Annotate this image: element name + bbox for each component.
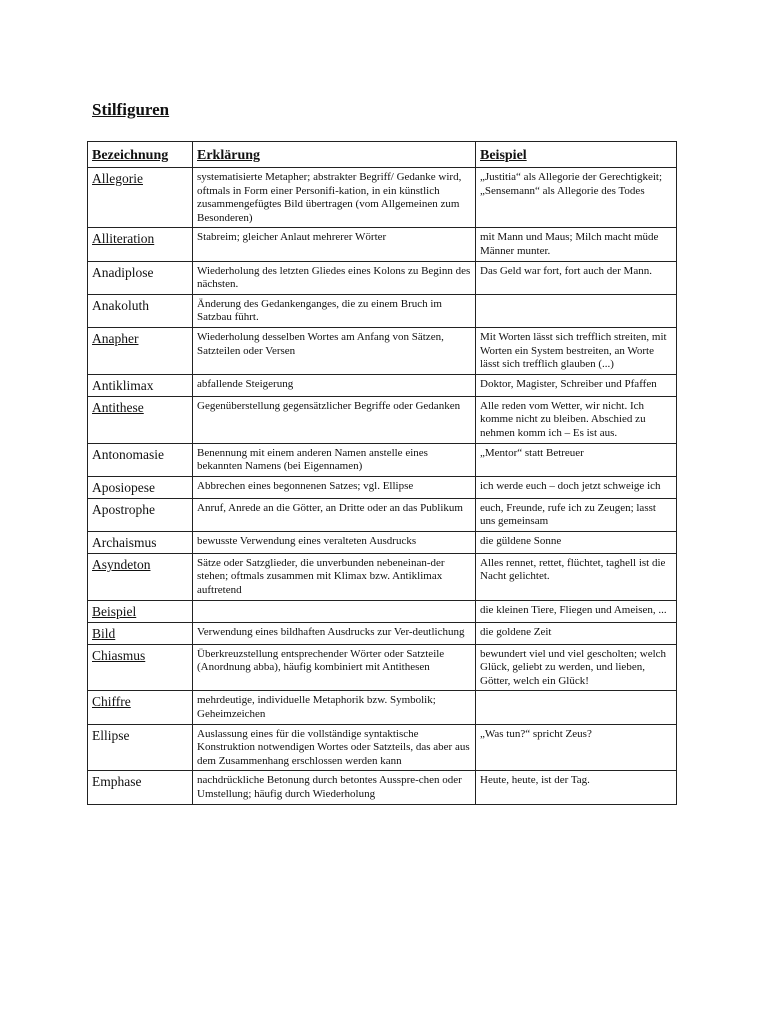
example-cell — [476, 691, 677, 724]
table-row — [88, 553, 677, 600]
term-label: Apostrophe — [92, 501, 155, 517]
explanation-cell: Wiederholung desselben Wortes am Anfang von Sätzen, Satzteilen oder Versen — [193, 327, 476, 374]
term-cell — [88, 374, 193, 396]
stilfiguren-table — [87, 141, 677, 805]
example-cell: die kleinen Tiere, Fliegen und Ameisen, ... — [476, 600, 677, 622]
table-row — [88, 261, 677, 294]
term-cell — [88, 622, 193, 644]
explanation-cell: bewusste Verwendung eines veralteten Ausdrucks — [193, 531, 476, 553]
table-row — [88, 374, 677, 396]
term-label: Beispiel — [92, 603, 137, 619]
table-row — [88, 771, 677, 804]
term-label: Archaismus — [92, 534, 157, 550]
header-beispiel: Beispiel — [476, 142, 677, 168]
example-cell: Das Geld war fort, fort auch der Mann. — [476, 261, 677, 294]
term-label: Allegorie — [92, 171, 143, 186]
table-row — [88, 476, 677, 498]
table-row — [88, 531, 677, 553]
explanation-cell: Auslassung eines für die vollständige syntaktische Konstruktion notwendigen Wortes oder Satzteils, das aber aus dem Zusammenhang erschlossen werden kann — [193, 724, 476, 771]
term-cell — [88, 168, 193, 228]
term-label: Aposiopese — [92, 479, 155, 495]
table-row — [88, 644, 677, 691]
term-cell — [88, 396, 193, 443]
term-cell — [88, 443, 193, 476]
explanation-cell: Benennung mit einem anderen Namen anstelle eines bekannten Namens (bei Eigennamen) — [193, 443, 476, 476]
term-label: Anakoluth — [92, 297, 149, 313]
table-row — [88, 327, 677, 374]
example-cell: „Was tun?“ spricht Zeus? — [476, 724, 677, 771]
explanation-cell: nachdrückliche Betonung durch betontes Ausspre-chen oder Umstellung; häufig durch Wiederholung — [193, 771, 476, 804]
term-label: Chiffre — [92, 694, 131, 710]
term-cell — [88, 771, 193, 804]
table-row — [88, 228, 677, 261]
example-cell: Alle reden vom Wetter, wir nicht. Ich komme nicht zu bleiben. Abschied zu nehmen komm ich – Es ist aus. — [476, 396, 677, 443]
explanation-cell — [193, 600, 476, 622]
term-cell — [88, 261, 193, 294]
page-title: Stilfiguren — [92, 100, 170, 119]
example-cell: bewundert viel und viel gescholten; welch Glück, geliebt zu werden, und lieben, Götter, welch ein Glück! — [476, 644, 677, 691]
table-header-row — [88, 142, 677, 168]
example-cell: euch, Freunde, rufe ich zu Zeugen; lasst uns gemeinsam — [476, 498, 677, 531]
example-cell: die güldene Sonne — [476, 531, 677, 553]
explanation-cell: systematisierte Metapher; abstrakter Begriff/ Gedanke wird, oftmals in Form einer Personifi-kation, in ein künstlich zusammengefügtes Bild übertragen (vom Allgemeinen zum Besonderen) — [193, 168, 476, 228]
example-cell — [476, 294, 677, 327]
term-cell — [88, 294, 193, 327]
header-erklaerung: Erklärung — [193, 142, 476, 168]
table-row — [88, 498, 677, 531]
term-label: Alliteration — [92, 231, 155, 247]
table-row — [88, 691, 677, 724]
explanation-cell: Wiederholung des letzten Gliedes eines Kolons zu Beginn des nächsten. — [193, 261, 476, 294]
explanation-cell: Stabreim; gleicher Anlaut mehrerer Wörter — [193, 228, 476, 261]
example-cell: Alles rennet, rettet, flüchtet, taghell ist die Nacht gelichtet. — [476, 553, 677, 600]
term-cell — [88, 228, 193, 261]
explanation-cell: Sätze oder Satzglieder, die unverbunden nebeneinan-der stehen; oftmals zusammen mit Klimax bzw. Antiklimax auftretend — [193, 553, 476, 600]
example-cell: „Mentor“ statt Betreuer — [476, 443, 677, 476]
term-label: Asyndeton — [92, 556, 151, 572]
term-cell — [88, 498, 193, 531]
term-label: Chiasmus — [92, 647, 146, 663]
table-row — [88, 294, 677, 327]
table-row — [88, 622, 677, 644]
term-cell — [88, 600, 193, 622]
explanation-cell: Überkreuzstellung entsprechender Wörter oder Satzteile (Anordnung abba), häufig kombiniert mit Antithesen — [193, 644, 476, 691]
term-cell — [88, 691, 193, 724]
example-cell: „Justitia“ als Allegorie der Gerechtigkeit; „Sensemann“ als Allegorie des Todes — [476, 168, 677, 228]
term-cell — [88, 644, 193, 691]
explanation-cell: abfallende Steigerung — [193, 374, 476, 396]
explanation-cell: mehrdeutige, individuelle Metaphorik bzw. Symbolik; Geheimzeichen — [193, 691, 476, 724]
term-label: Bild — [92, 625, 116, 641]
table-row — [88, 396, 677, 443]
example-cell: die goldene Zeit — [476, 622, 677, 644]
table-row — [88, 724, 677, 771]
term-cell — [88, 724, 193, 771]
term-label: Ellipse — [92, 727, 130, 743]
header-bezeichnung: Bezeichnung — [88, 142, 193, 168]
explanation-cell: Gegenüberstellung gegensätzlicher Begriffe oder Gedanken — [193, 396, 476, 443]
example-cell: Mit Worten lässt sich trefflich streiten, mit Worten ein System bestreiten, an Worte lässt sich trefflich glauben (...) — [476, 327, 677, 374]
term-label: Antonomasie — [92, 446, 164, 462]
term-label: Anapher — [92, 330, 139, 346]
term-cell — [88, 553, 193, 600]
table-row — [88, 443, 677, 476]
explanation-cell: Verwendung eines bildhaften Ausdrucks zur Ver-deutlichung — [193, 622, 476, 644]
example-cell: mit Mann und Maus; Milch macht müde Männer munter. — [476, 228, 677, 261]
example-cell: Doktor, Magister, Schreiber und Pfaffen — [476, 374, 677, 396]
term-label: Emphase — [92, 774, 142, 790]
table-row — [88, 168, 677, 228]
table-body — [88, 168, 677, 805]
term-cell — [88, 327, 193, 374]
explanation-cell: Anruf, Anrede an die Götter, an Dritte oder an das Publikum — [193, 498, 476, 531]
term-label: Antiklimax — [92, 377, 154, 393]
explanation-cell: Abbrechen eines begonnenen Satzes; vgl. Ellipse — [193, 476, 476, 498]
term-label: Antithese — [92, 399, 144, 415]
example-cell: ich werde euch – doch jetzt schweige ich — [476, 476, 677, 498]
example-cell: Heute, heute, ist der Tag. — [476, 771, 677, 804]
term-cell — [88, 531, 193, 553]
term-label: Anadiplose — [92, 264, 154, 280]
explanation-cell: Änderung des Gedankenganges, die zu einem Bruch im Satzbau führt. — [193, 294, 476, 327]
term-cell — [88, 476, 193, 498]
table-row — [88, 600, 677, 622]
